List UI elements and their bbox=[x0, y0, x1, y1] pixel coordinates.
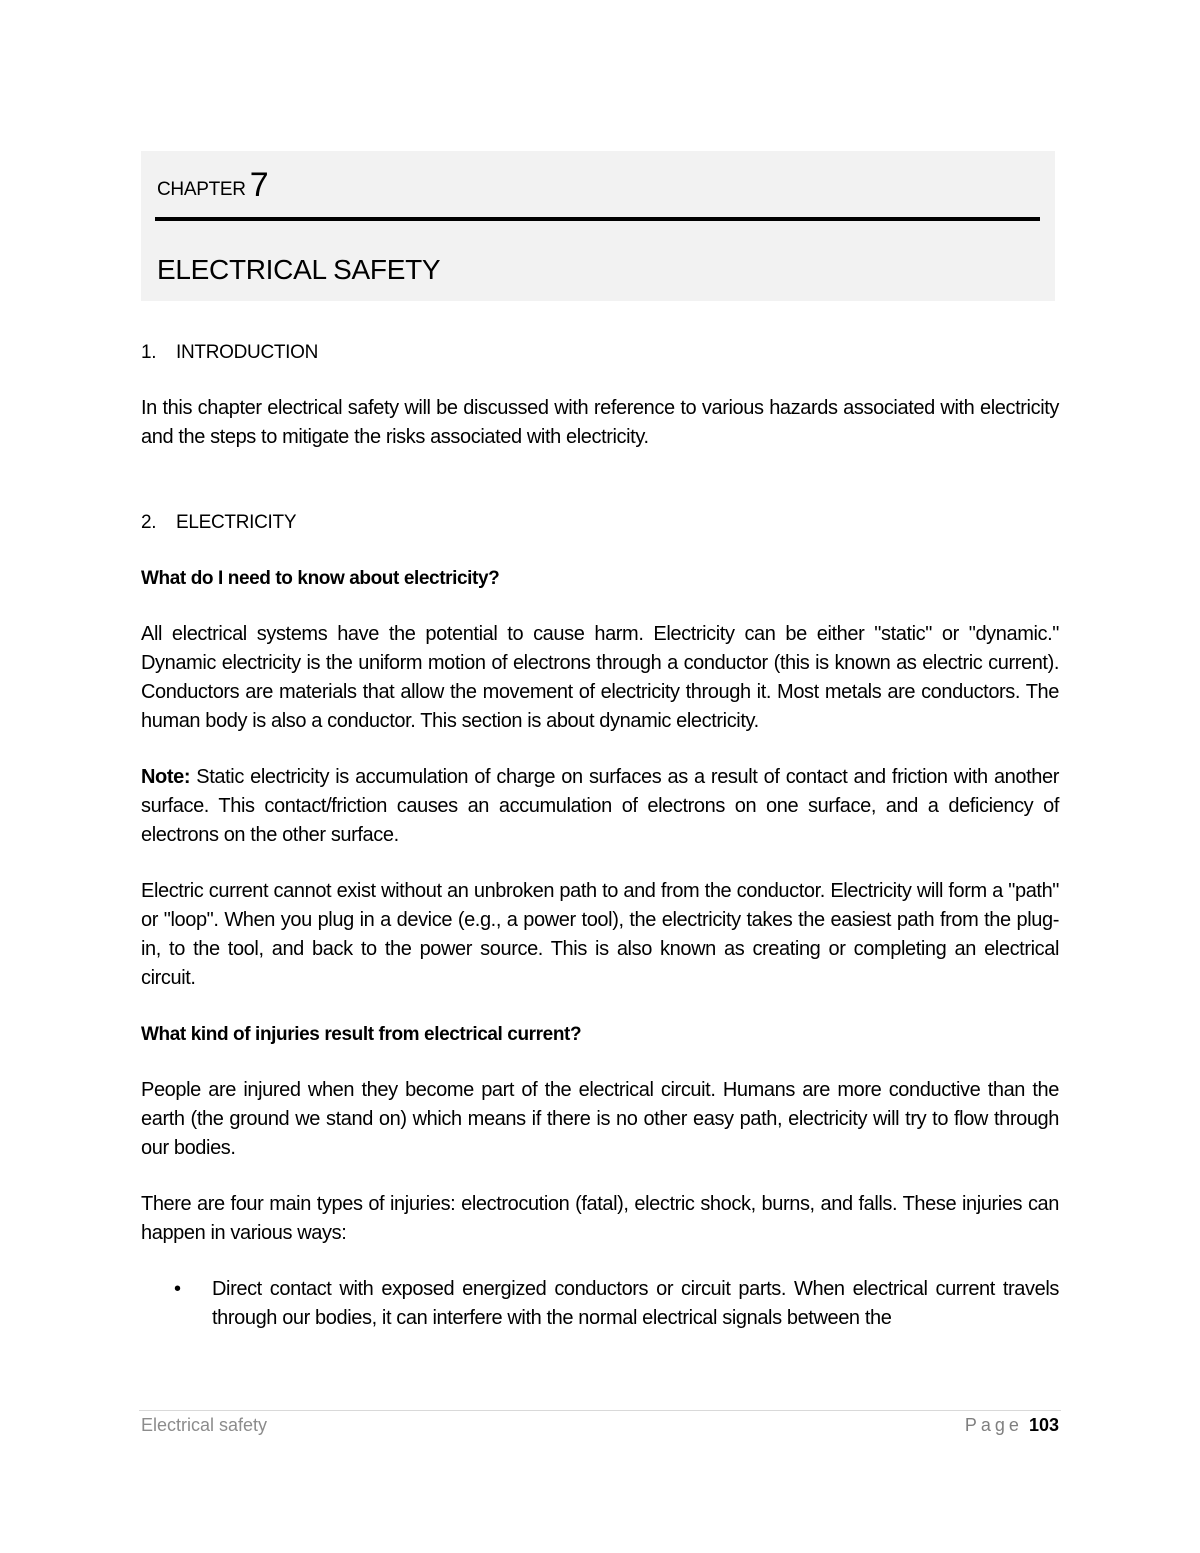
section-number: 1. bbox=[141, 342, 157, 363]
section-heading-electricity bbox=[141, 508, 1059, 537]
footer-title: Electrical safety bbox=[141, 1415, 268, 1435]
intro-paragraph: In this chapter electrical safety will be discussed with reference to various hazards associated with electricity and the steps to mitigate the risks associated with electricity. bbox=[141, 397, 1059, 448]
document-body bbox=[141, 338, 1059, 1333]
chapter-number: 7 bbox=[249, 166, 269, 204]
paragraph-people-injured: People are injured when they become part of the electrical circuit. Humans are more conductive than the earth (the ground we stand on) which means if there is no other easy path, electricity will try to flow through our bodies. bbox=[141, 1079, 1059, 1159]
section-title: ELECTRICITY bbox=[176, 512, 297, 533]
note-label: Note: bbox=[141, 766, 191, 788]
list-item-text: Direct contact with exposed energized conductors or circuit parts. When electrical current travels through our bodies, it can interfere with the normal electrical signals between the bbox=[212, 1278, 1059, 1329]
bullet-icon: • bbox=[174, 1278, 181, 1300]
paragraph-electrical-systems: All electrical systems have the potential to cause harm. Electricity can be either "static" or "dynamic." Dynamic electricity is the uniform motion of electrons through a conductor (this is known as electric current). Conductors are materials that allow the movement of electricity through it. Most metals are conductors. The human body is also a conductor. This section is about dynamic electricity. bbox=[141, 623, 1059, 732]
paragraph-electric-current: Electric current cannot exist without an unbroken path to and from the conductor. Electricity will form a "path" or "loop". When you plug in a device (e.g., a power tool), the electricity takes the easiest path from the plug-in, to the tool, and back to the power source. This is also known as creating or completing an electrical circuit. bbox=[141, 880, 1059, 989]
injury-list bbox=[141, 1275, 1059, 1333]
note-paragraph bbox=[141, 763, 1059, 850]
chapter-divider bbox=[155, 217, 1040, 221]
subheading-know-about-electricity: What do I need to know about electricity? bbox=[141, 568, 500, 589]
section-number: 2. bbox=[141, 512, 157, 533]
page-number: 103 bbox=[1028, 1415, 1059, 1435]
section-title: INTRODUCTION bbox=[176, 342, 319, 363]
list-item bbox=[141, 1275, 1059, 1333]
page-number-block bbox=[965, 1415, 1059, 1436]
chapter-title: ELECTRICAL SAFETY bbox=[157, 254, 441, 285]
page-footer bbox=[139, 1410, 1061, 1435]
paragraph-injury-types: There are four main types of injuries: electrocution (fatal), electric shock, burns, and falls. These injuries can happen in various ways: bbox=[141, 1193, 1059, 1244]
chapter-label-text: CHAPTER bbox=[157, 179, 246, 200]
note-text: Static electricity is accumulation of charge on surfaces as a result of contact and friction with another surface. This contact/friction causes an accumulation of electrons on one surface, and a deficiency of electrons on the other surface. bbox=[141, 766, 1059, 846]
chapter-header bbox=[141, 151, 1055, 301]
section-heading-introduction bbox=[141, 338, 1059, 367]
page-label: Page bbox=[964, 1415, 1023, 1435]
chapter-label bbox=[157, 165, 268, 204]
subheading-injuries: What kind of injuries result from electrical current? bbox=[141, 1024, 582, 1045]
